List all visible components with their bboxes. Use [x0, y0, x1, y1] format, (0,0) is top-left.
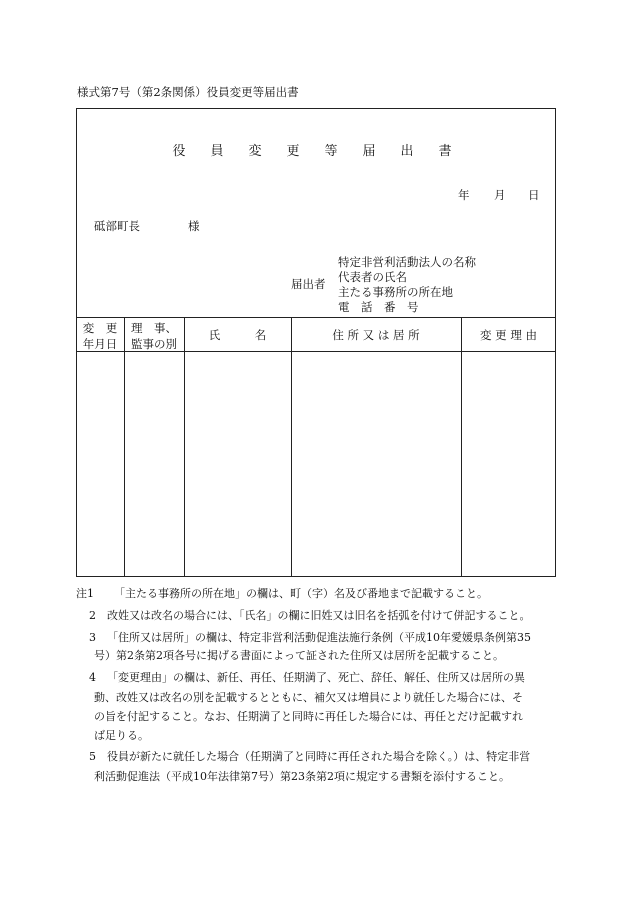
note-3-number: 3 [89, 631, 96, 644]
table-column-divider [291, 317, 292, 577]
date-month-label: 月 [494, 188, 506, 202]
note-4-text-line3: の旨を付記すること。なお、任期満了と同時に再任した場合には、再任とだけ記載すれ [94, 710, 523, 723]
addressee-name: 砥部町長 [94, 219, 140, 233]
note-2-text: 改姓又は改名の場合には、「氏名」の欄に旧姓又は旧名を括弧を付けて併記すること。 [107, 609, 531, 622]
note-5-text-line1: 役員が新たに就任した場合（任期満了と同時に再任された場合を除く。）は、特定非営 [107, 750, 531, 763]
submitter-corp-name-label: 特定非営利活動法人の名称 [338, 255, 476, 269]
submitter-phone-label: 電 話 番 号 [338, 300, 419, 314]
note-4-text-line1: 「変更理由」の欄は、新任、再任、任期満了、死亡、辞任、解任、住所又は居所の異 [107, 671, 525, 684]
note-4-text-line2: 動、改姓又は改名の別を記載するとともに、補欠又は増員により就任した場合には、そ [94, 691, 523, 704]
submitter-rep-name-label: 代表者の氏名 [338, 270, 407, 284]
note-4-text-line4: ば足りる。 [94, 729, 149, 742]
note-1-number: 注1 [76, 587, 94, 600]
header-role: 理 事、 監事の別 [131, 321, 177, 351]
note-3-text-line1: 「住所又は居所」の欄は、特定非営利活動促進法施行条例（平成10年愛媛県条例第35 [107, 631, 531, 644]
submitter-office-label: 主たる事務所の所在地 [338, 285, 453, 299]
date-year-label: 年 [458, 188, 470, 202]
table-column-divider [184, 317, 185, 577]
note-5-text-line2: 利活動促進法（平成10年法律第7号）第23条第2項に規定する書類を添付すること。 [94, 770, 510, 783]
table-top-border [76, 317, 556, 318]
form-number: 様式第7号（第2条関係）役員変更等届出書 [77, 85, 299, 99]
header-name: 氏 名 [208, 328, 267, 342]
header-address: 住 所 又 は 居 所 [332, 328, 420, 342]
note-5-number: 5 [89, 750, 96, 763]
header-reason: 変 更 理 由 [480, 328, 537, 342]
note-4-number: 4 [89, 671, 96, 684]
document-title: 役 員 変 更 等 届 出 書 [172, 144, 458, 159]
submitter-label: 届出者 [291, 277, 326, 291]
addressee-honorific: 様 [188, 219, 200, 233]
date-day-label: 日 [528, 188, 540, 202]
header-change-date: 変 更 年月日 [82, 321, 118, 351]
table-column-divider [124, 317, 125, 577]
note-1-text: 「主たる事務所の所在地」の欄は、町（字）名及び番地まで記載すること。 [114, 587, 488, 600]
table-column-divider [461, 317, 462, 577]
note-2-number: 2 [89, 609, 96, 622]
note-3-text-line2: 号）第2条第2項各号に掲げる書面によって証された住所又は居所を記載すること。 [94, 649, 504, 662]
